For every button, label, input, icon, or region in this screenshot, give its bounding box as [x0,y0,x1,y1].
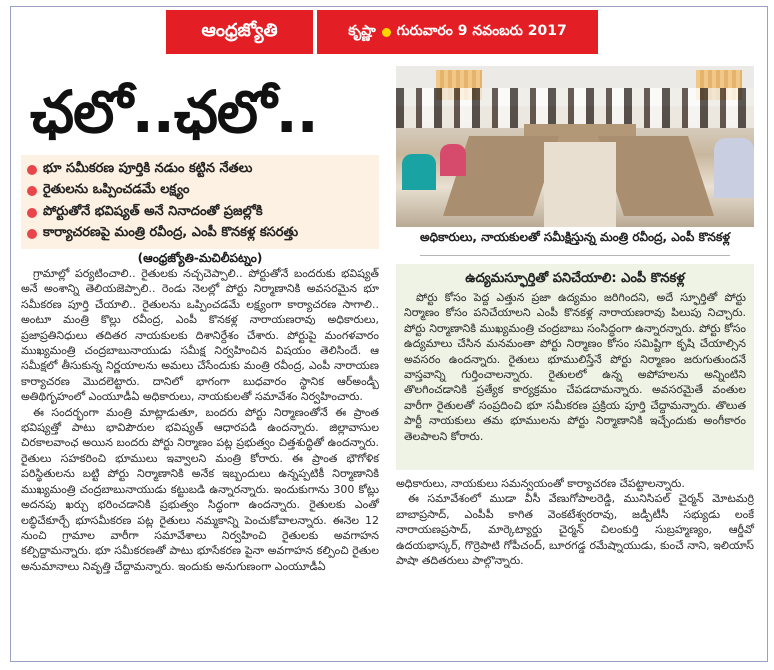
highlight-text: కార్యాచరణపై మంత్రి రవీంద్ర, ఎంపీ కొనకళ్ల కసరత్తు [43,225,299,241]
highlight-text: రైతులను ఒప్పించడమే లక్ష్యం [43,182,190,198]
caption-divider [420,255,730,256]
article-paragraph: ఈ సమావేశంలో ముడా వీసీ వేణుగోపాలరెడ్డి, మునిసిపల్ చైర్మన్ మోటమర్రి బాబాప్రసాద్, ఎంపీపీ కాగిత వెంకటేశ్వరరావు, జడ్పీటీసీ సభ్యుడు లంకే నారాయణప్రసాద్, మార్కెట్యార్డు చైర్మన్ చిలంకుర్తి సుబ్రహ్మణ్యం, ఆర్డీవో ఉదయభాస్కర్, గొర్రెపాటి గోపీచంద్, బూరగడ్డ రమేష్నాయుడు, కుంచే నాని, ఇలియాస్ పాషా తదితరులు పాల్గొన్నారు. [396,492,754,568]
highlight-text: పోర్టుతోనే భవిష్యత్ అనే నినాదంతో ప్రజల్లోకి [43,203,263,219]
highlight-text: భూ సమీకరణ పూర్తికి నడుం కట్టిన నేతలు [43,160,253,176]
edition-name: కృష్ణా [348,22,376,39]
article-body-right-column [396,476,754,568]
article-paragraph: గ్రామాల్లో పర్యటించాలి.. రైతులకు నచ్చచెప్పాలి.. పోర్టుతోనే బందరుకు భవిష్యత్ అనే అంశాన్ని తెలియజెప్పాలి.. రెండు నెలల్లో పోర్టు నిర్మాణానికి అవసరమైన భూ సమీకరణ పూర్తి చేయాలి.. రైతులను ఒప్పించడమే లక్ష్యంగా కార్యాచరణ సాగాలి.. అంటూ మంత్రి కొల్లు రవీంద్ర, ఎంపీ కొనకళ్ల నారాయణరావు అధికారులు, ప్రజాప్రతినిధులు తదితర నాయకులకు దిశానిర్దేశం చేశారు. పోర్టుపై మంగళవారం ముఖ్యమంత్రి చంద్రబాబునాయుడు సమీక్ష నిర్వహించిన విషయం తెలిసిందే. ఆ సమీక్షలో తీసుకున్న నిర్ణయాలను అమలు చేసేందుకు మంత్రి రవీంద్ర, ఎంపీ నారాయణ కార్యాచరణ మొదలెట్టారు. దానిలో భాగంగా బుధవారం స్థానిక ఆర్అండ్బీ అతిథిగృహంలో ఎంయూడీఏ అధికారులు, నాయకులతో సమావేశం నిర్వహించారు. [21,267,379,404]
article-body-left-column [21,266,379,574]
article-headline: ఛలో..ఛలో.. [30,78,318,146]
sidebar-title: ఉద్యమస్ఫూర్తితో పనిచేయాలి: ఎంపీ కొనకళ్ల [465,271,685,286]
edition-date-banner [317,10,598,54]
article-paragraph: ఈ సందర్భంగా మంత్రి మాట్లాడుతూ, బందరు పోర్టు నిర్మాణంతోనే ఈ ప్రాంత భవిష్యత్తో పాటు భావిపౌరుల భవిష్యత్ ఆధారపడి ఉందన్నారు. జిల్లావాసుల చిరకాలవాంఛ అయిన బందరు పోర్టు నిర్మాణం పట్ల ప్రభుత్వం చిత్తశుద్ధితో ఉందన్నారు. రైతులు సహకరించి భూములు ఇవ్వాలని మంత్రి కోరారు. ఈ ప్రాంత భౌగోళిక పరిస్థితులను బట్టి పోర్టు నిర్మాణానికి అనేక ఇబ్బందులు ఉన్నప్పటికీ నిర్మాణానికి ముఖ్యమంత్రి చంద్రబాబునాయుడు కట్టుబడి ఉన్నారన్నారు. ఇందుకుగాను 300 కోట్లు అదనపు ఖర్చు భరించడానికి ప్రభుత్వం సిద్ధంగా ఉందన్నారు. రైతులకు ఎంతో లబ్ధిచేకూర్చే భూసమీకరణ పట్ల రైతులు నమ్మకాన్ని పెంచుకోవాలన్నారు. ఈనెల 12 నుంచి గ్రామాల వారీగా సమావేశాలు నిర్వహించి రైతులకు అవగాహన కల్పిద్దామన్నారు. భూ సమీకరణతో పాటు భూసేకరణ పైనా అవగాహన కల్పించి రైతుల అనుమానాలు నివృత్తి చేద్దామన్నారు. ఇందుకు అనుగుణంగా ఎంయూడీఏ [21,405,379,573]
publication-date: గురువారం 9 నవంబరు 2017 [396,22,567,39]
sidebar-box [396,264,754,470]
dateline: (ఆంధ్రజ్యోతి-మచిలీపట్నం) [137,251,263,265]
bullet-icon [27,165,37,175]
highlight-item [27,159,373,181]
highlight-item [27,224,373,246]
highlight-item [27,202,373,224]
highlights-box [21,155,379,249]
separator-dot-icon [382,28,391,37]
bullet-icon [27,186,37,196]
article-paragraph: అధికారులు, నాయకులు సమన్వయంతో కార్యాచరణ చేపట్టాలన్నారు. [396,477,685,490]
brand-name: ఆంధ్రజ్యోతి [201,19,278,41]
highlight-item [27,181,373,203]
newspaper-brand-banner [166,10,313,54]
bullet-icon [27,208,37,218]
meeting-photo [396,66,754,227]
sidebar-paragraph: పోర్టు కోసం పెద్ద ఎత్తున ప్రజా ఉద్యమం జరిగిందని, అదే స్ఫూర్తితో పోర్టు నిర్మాణం కోసం పనిచేయాలని ఎంపీ కొనకళ్ల నారాయణరావు పిలుపు నిచ్చారు. పోర్టు నిర్మాణానికి ముఖ్యమంత్రి చంద్రబాబు సంసిద్ధంగా ఉన్నారన్నారు. పోర్టు కోసం ఉద్యమాలు చేసిన మనమంతా పోర్టు నిర్మాణం కోసం సమిష్టిగా కృషి చేయాల్సిన అవసరం ఉందన్నారు. రైతులు భూములిస్తేనే పోర్టు నిర్మాణం జరుగుతుందనే వాస్తవాన్ని గుర్తించాలన్నారు. రైతులలో ఉన్న అపోహలను అన్నింటిని తొలగించడానికి ప్రత్యేక కార్యక్రమం చేపడదామన్నారు. అవసరమైతే వంతుల వారీగా రైతులతో సంప్రదించి భూ సమీకరణ ప్రక్రియ పూర్తి చేద్దామన్నారు. తొలుత పార్టీ నాయకులు తమ భూములను పోర్టు నిర్మాణానికి ఇచ్చేందుకు అంగీకారం తెలపాలని కోరారు. [404,291,746,443]
photo-caption: అధికారులు, నాయకులతో సమీక్షిస్తున్న మంత్రి రవీంద్ర, ఎంపీ కొనకళ్ల [420,230,730,244]
bullet-icon [27,229,37,239]
